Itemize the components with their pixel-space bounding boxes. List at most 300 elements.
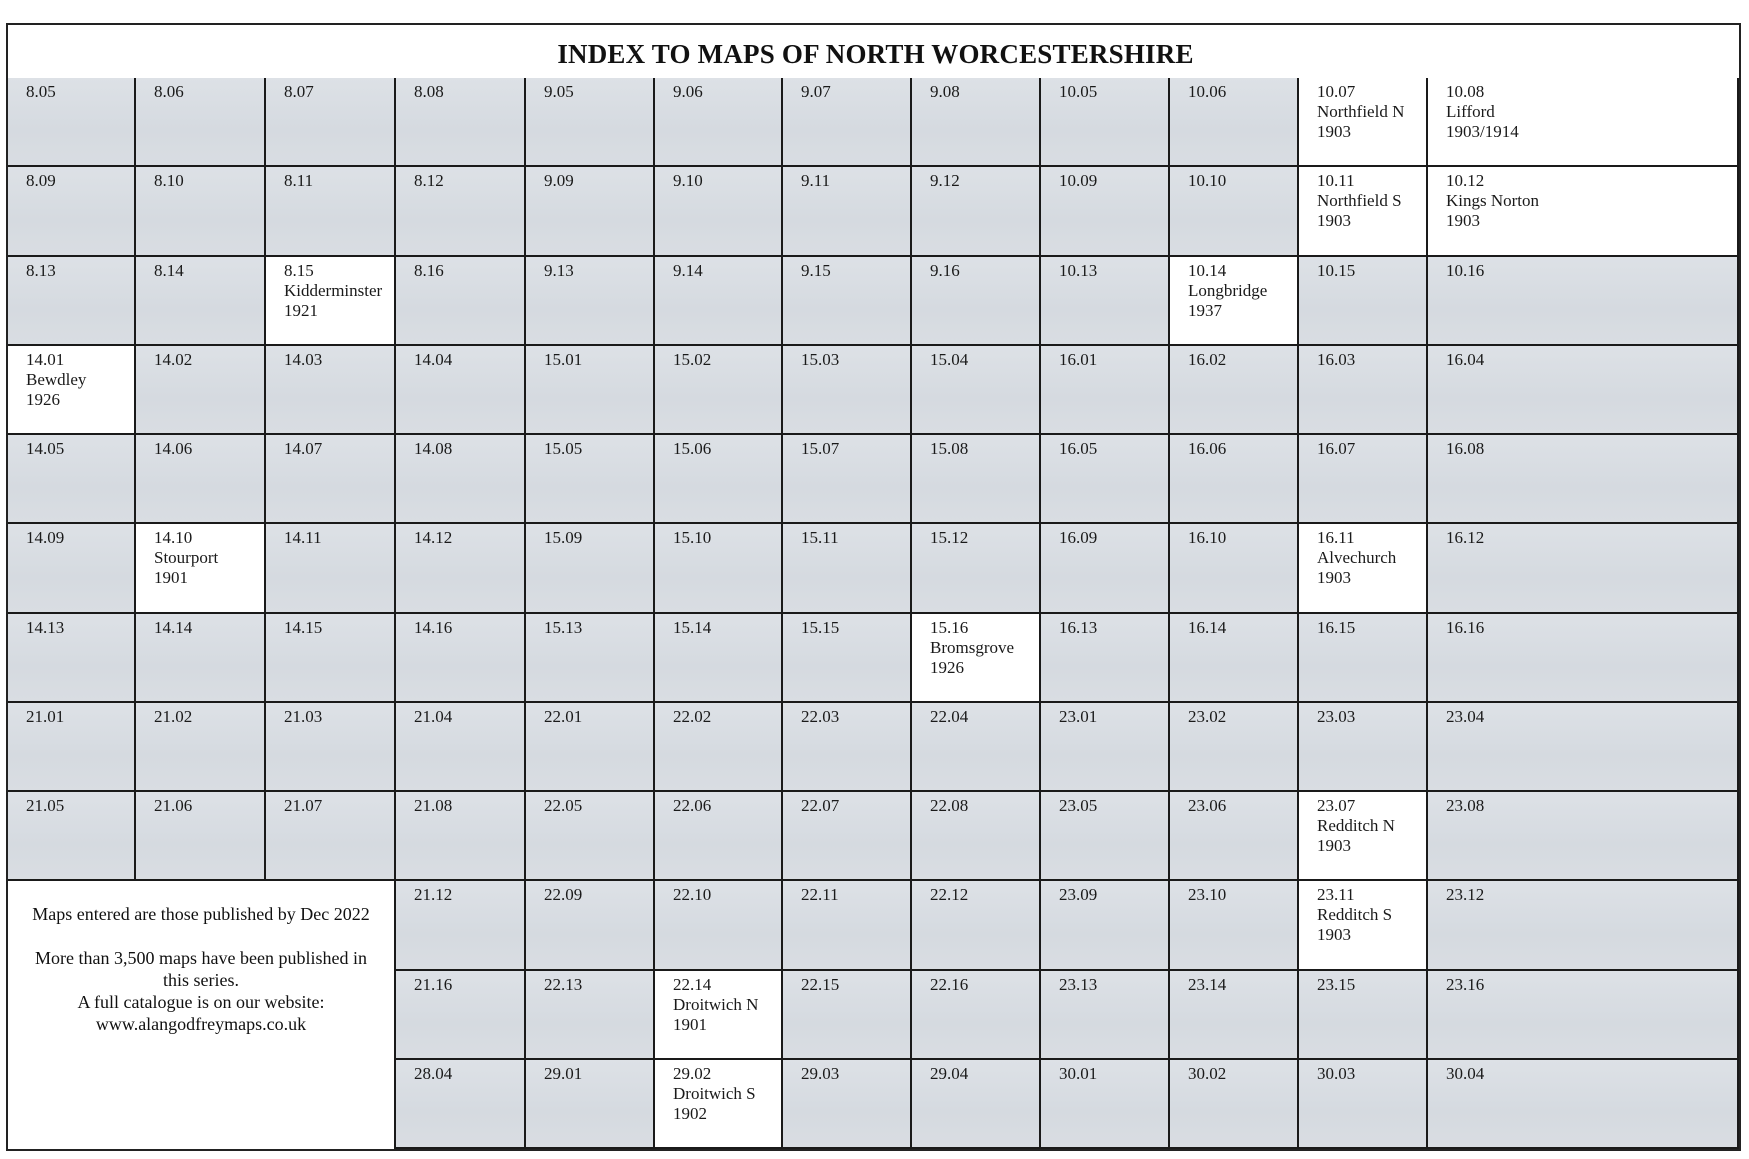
edition-year: 1921 bbox=[284, 300, 318, 320]
sheet-number: 23.16 bbox=[1446, 974, 1485, 994]
sheet-number: 29.04 bbox=[930, 1063, 969, 1083]
sheet-number: 15.10 bbox=[673, 528, 712, 548]
map-sheet-cell bbox=[1041, 614, 1170, 703]
sheet-number: 15.02 bbox=[673, 349, 712, 369]
sheet-number: 23.04 bbox=[1446, 706, 1485, 726]
map-sheet-cell bbox=[1299, 435, 1428, 524]
sheet-number: 14.10 bbox=[154, 528, 193, 548]
sheet-number: 23.03 bbox=[1317, 706, 1356, 726]
sheet-number: 15.11 bbox=[801, 528, 839, 548]
sheet-number: 15.07 bbox=[801, 439, 840, 458]
map-sheet-cell bbox=[912, 167, 1041, 256]
map-sheet-cell bbox=[526, 524, 655, 613]
sheet-number: 15.14 bbox=[673, 617, 712, 637]
map-sheet-cell bbox=[1041, 703, 1170, 792]
sheet-number: 16.09 bbox=[1059, 528, 1098, 548]
sheet-number: 22.08 bbox=[930, 796, 969, 815]
sheet-number: 28.04 bbox=[414, 1063, 453, 1083]
sheet-number: 14.08 bbox=[414, 439, 453, 458]
map-sheet-cell bbox=[1428, 792, 1739, 881]
place-name: Droitwich N bbox=[673, 994, 759, 1014]
map-sheet-cell bbox=[1041, 524, 1170, 613]
sheet-number: 21.07 bbox=[284, 796, 323, 815]
sheet-number: 23.11 bbox=[1317, 885, 1355, 905]
map-sheet-cell bbox=[1428, 703, 1739, 792]
sheet-number: 10.15 bbox=[1317, 260, 1356, 280]
map-sheet-cell bbox=[1041, 346, 1170, 435]
sheet-number: 22.11 bbox=[801, 885, 839, 905]
map-sheet-cell bbox=[655, 614, 783, 703]
map-sheet-cell bbox=[396, 971, 526, 1060]
map-sheet-cell bbox=[8, 167, 136, 256]
map-sheet-cell bbox=[526, 1060, 655, 1149]
sheet-number: 16.03 bbox=[1317, 349, 1356, 369]
map-sheet-cell bbox=[266, 792, 396, 881]
sheet-number: 22.16 bbox=[930, 974, 969, 994]
map-sheet-cell bbox=[655, 792, 783, 881]
sheet-number: 9.16 bbox=[930, 260, 960, 280]
sheet-number: 23.12 bbox=[1446, 885, 1485, 905]
sheet-number: 8.07 bbox=[284, 82, 314, 101]
sheet-number: 16.11 bbox=[1317, 528, 1355, 548]
sheet-number: 23.08 bbox=[1446, 796, 1485, 815]
map-sheet-cell bbox=[655, 524, 783, 613]
sheet-number: 9.13 bbox=[544, 260, 574, 280]
map-sheet-cell bbox=[1170, 1060, 1299, 1149]
edition-year: 1903 bbox=[1446, 211, 1480, 231]
map-sheet-cell bbox=[8, 614, 136, 703]
map-sheet-cell bbox=[655, 881, 783, 970]
map-sheet-cell bbox=[1299, 346, 1428, 435]
edition-year: 1926 bbox=[930, 657, 964, 677]
map-sheet-cell bbox=[526, 257, 655, 346]
map-sheet-cell-available bbox=[1299, 167, 1428, 256]
map-sheet-cell bbox=[266, 167, 396, 256]
sheet-number: 16.12 bbox=[1446, 528, 1485, 548]
map-sheet-cell bbox=[655, 257, 783, 346]
sheet-number: 14.01 bbox=[26, 349, 65, 369]
map-sheet-cell bbox=[783, 435, 912, 524]
sheet-number: 22.04 bbox=[930, 706, 969, 726]
sheet-number: 22.13 bbox=[544, 974, 583, 994]
sheet-number: 23.14 bbox=[1188, 974, 1227, 994]
place-name: Stourport bbox=[154, 548, 219, 568]
map-sheet-cell-available bbox=[136, 524, 266, 613]
map-sheet-cell bbox=[8, 792, 136, 881]
sheet-number: 9.06 bbox=[673, 82, 703, 101]
edition-year: 1903 bbox=[1317, 925, 1351, 945]
place-name: Bewdley bbox=[26, 369, 87, 389]
sheet-number: 10.14 bbox=[1188, 260, 1227, 280]
sheet-number: 8.12 bbox=[414, 171, 444, 191]
map-sheet-cell bbox=[266, 614, 396, 703]
sheet-number: 15.09 bbox=[544, 528, 583, 548]
sheet-number: 10.09 bbox=[1059, 171, 1098, 191]
map-sheet-cell bbox=[266, 703, 396, 792]
map-sheet-cell bbox=[783, 524, 912, 613]
map-sheet-cell-available bbox=[1299, 792, 1428, 881]
map-sheet-cell bbox=[526, 792, 655, 881]
map-sheet-cell bbox=[396, 1060, 526, 1149]
sheet-number: 23.07 bbox=[1317, 796, 1356, 815]
sheet-number: 15.03 bbox=[801, 349, 840, 369]
edition-year: 1901 bbox=[673, 1014, 707, 1034]
sheet-number: 15.08 bbox=[930, 439, 969, 458]
map-sheet-cell bbox=[912, 524, 1041, 613]
map-sheet-cell bbox=[1170, 614, 1299, 703]
sheet-number: 21.12 bbox=[414, 885, 453, 905]
map-sheet-cell bbox=[912, 1060, 1041, 1149]
sheet-number: 10.16 bbox=[1446, 260, 1485, 280]
sheet-number: 14.06 bbox=[154, 439, 193, 458]
sheet-number: 21.04 bbox=[414, 706, 453, 726]
sheet-number: 15.04 bbox=[930, 349, 969, 369]
sheet-number: 30.01 bbox=[1059, 1063, 1098, 1083]
map-sheet-cell bbox=[266, 78, 396, 167]
map-sheet-cell bbox=[396, 257, 526, 346]
sheet-number: 22.05 bbox=[544, 796, 583, 815]
sheet-number: 16.08 bbox=[1446, 439, 1485, 458]
sheet-number: 14.03 bbox=[284, 349, 323, 369]
map-sheet-cell bbox=[266, 346, 396, 435]
sheet-number: 10.11 bbox=[1317, 171, 1355, 191]
map-sheet-cell bbox=[912, 78, 1041, 167]
map-sheet-cell bbox=[912, 435, 1041, 524]
sheet-number: 10.10 bbox=[1188, 171, 1227, 191]
sheet-number: 21.05 bbox=[26, 796, 65, 815]
sheet-number: 9.14 bbox=[673, 260, 703, 280]
place-name: Redditch S bbox=[1317, 905, 1393, 925]
place-name: Droitwich S bbox=[673, 1083, 756, 1103]
edition-year: 1903 bbox=[1317, 568, 1351, 588]
sheet-number: 9.11 bbox=[801, 171, 831, 191]
map-sheet-cell-available bbox=[912, 614, 1041, 703]
sheet-number: 23.05 bbox=[1059, 796, 1098, 815]
sheet-number: 9.09 bbox=[544, 171, 574, 191]
sheet-number: 21.01 bbox=[26, 706, 65, 726]
sheet-number: 22.09 bbox=[544, 885, 583, 905]
map-sheet-cell bbox=[1428, 257, 1739, 346]
map-sheet-cell bbox=[1170, 78, 1299, 167]
sheet-number: 15.16 bbox=[930, 617, 969, 637]
map-sheet-cell bbox=[1428, 435, 1739, 524]
sheet-number: 23.06 bbox=[1188, 796, 1227, 815]
sheet-number: 8.14 bbox=[154, 260, 184, 280]
sheet-number: 10.13 bbox=[1059, 260, 1098, 280]
map-index-grid bbox=[8, 78, 1739, 1149]
sheet-number: 8.11 bbox=[284, 171, 314, 191]
sheet-number: 10.08 bbox=[1446, 82, 1485, 101]
map-sheet-cell bbox=[1041, 881, 1170, 970]
edition-year: 1903 bbox=[1317, 122, 1351, 141]
sheet-number: 15.15 bbox=[801, 617, 840, 637]
map-sheet-cell-available bbox=[1428, 167, 1739, 256]
sheet-number: 8.16 bbox=[414, 260, 444, 280]
map-sheet-cell bbox=[136, 614, 266, 703]
sheet-number: 22.01 bbox=[544, 706, 583, 726]
map-sheet-cell bbox=[912, 703, 1041, 792]
sheet-number: 8.05 bbox=[26, 82, 56, 101]
sheet-number: 14.14 bbox=[154, 617, 193, 637]
edition-year: 1901 bbox=[154, 568, 188, 588]
sheet-number: 16.06 bbox=[1188, 439, 1227, 458]
sheet-number: 29.03 bbox=[801, 1063, 840, 1083]
map-sheet-cell bbox=[1170, 346, 1299, 435]
map-sheet-cell-available bbox=[1299, 78, 1428, 167]
sheet-number: 22.02 bbox=[673, 706, 712, 726]
map-sheet-cell bbox=[783, 703, 912, 792]
sheet-number: 8.13 bbox=[26, 260, 56, 280]
sheet-number: 10.07 bbox=[1317, 82, 1356, 101]
map-sheet-cell-available bbox=[655, 971, 783, 1060]
map-sheet-cell bbox=[136, 792, 266, 881]
edition-year: 1926 bbox=[26, 389, 60, 409]
map-sheet-cell bbox=[655, 703, 783, 792]
sheet-number: 15.12 bbox=[930, 528, 969, 548]
sheet-number: 22.12 bbox=[930, 885, 969, 905]
sheet-number: 16.13 bbox=[1059, 617, 1098, 637]
map-sheet-cell bbox=[1041, 435, 1170, 524]
map-sheet-cell bbox=[1170, 524, 1299, 613]
place-name: Longbridge bbox=[1188, 280, 1268, 300]
edition-year: 1903 bbox=[1317, 836, 1351, 855]
map-sheet-cell bbox=[655, 346, 783, 435]
map-sheet-cell bbox=[1041, 1060, 1170, 1149]
map-sheet-cell-available bbox=[8, 346, 136, 435]
page-title: INDEX TO MAPS OF NORTH WORCESTERSHIRE bbox=[557, 39, 1194, 69]
map-sheet-cell bbox=[783, 614, 912, 703]
map-sheet-cell bbox=[1170, 971, 1299, 1060]
map-sheet-cell bbox=[912, 971, 1041, 1060]
sheet-number: 23.10 bbox=[1188, 885, 1227, 905]
edition-year: 1902 bbox=[673, 1103, 707, 1123]
map-sheet-cell bbox=[526, 435, 655, 524]
sheet-number: 14.13 bbox=[26, 617, 65, 637]
map-sheet-cell bbox=[266, 524, 396, 613]
map-sheet-cell bbox=[8, 524, 136, 613]
sheet-number: 22.06 bbox=[673, 796, 712, 815]
map-sheet-cell bbox=[396, 703, 526, 792]
sheet-number: 9.10 bbox=[673, 171, 703, 191]
map-sheet-cell-available bbox=[1299, 524, 1428, 613]
sheet-number: 16.04 bbox=[1446, 349, 1485, 369]
sheet-number: 14.12 bbox=[414, 528, 453, 548]
map-sheet-cell bbox=[136, 435, 266, 524]
place-name: Lifford bbox=[1446, 102, 1495, 121]
sheet-number: 8.10 bbox=[154, 171, 184, 191]
sheet-number: 22.14 bbox=[673, 974, 712, 994]
map-sheet-cell bbox=[783, 257, 912, 346]
sheet-number: 21.02 bbox=[154, 706, 193, 726]
map-sheet-cell bbox=[8, 435, 136, 524]
map-sheet-cell bbox=[1428, 614, 1739, 703]
note-published-line: Maps entered are those published by Dec 2022 bbox=[32, 904, 370, 925]
map-sheet-cell bbox=[1170, 167, 1299, 256]
map-sheet-cell bbox=[1299, 257, 1428, 346]
place-name: Kidderminster bbox=[284, 280, 383, 300]
sheet-number: 14.07 bbox=[284, 439, 323, 458]
map-sheet-cell bbox=[1170, 881, 1299, 970]
sheet-number: 10.06 bbox=[1188, 82, 1227, 101]
sheet-number: 15.05 bbox=[544, 439, 583, 458]
note-website-line: www.alangodfreymaps.co.uk bbox=[95, 1014, 307, 1035]
map-sheet-cell bbox=[655, 78, 783, 167]
sheet-number: 16.10 bbox=[1188, 528, 1227, 548]
place-name: Kings Norton bbox=[1446, 191, 1540, 211]
sheet-number: 8.15 bbox=[284, 260, 314, 280]
place-name: Northfield S bbox=[1317, 191, 1402, 211]
map-sheet-cell bbox=[136, 78, 266, 167]
sheet-number: 22.15 bbox=[801, 974, 840, 994]
map-index-sheet bbox=[6, 23, 1741, 1151]
map-sheet-cell bbox=[526, 703, 655, 792]
sheet-number: 30.03 bbox=[1317, 1063, 1356, 1083]
map-sheet-cell bbox=[1041, 792, 1170, 881]
map-sheet-cell bbox=[1299, 703, 1428, 792]
sheet-number: 9.08 bbox=[930, 82, 960, 101]
map-sheet-cell bbox=[1170, 703, 1299, 792]
map-sheet-cell bbox=[396, 435, 526, 524]
map-sheet-cell-available bbox=[655, 1060, 783, 1149]
map-sheet-cell bbox=[655, 435, 783, 524]
note-count-line: More than 3,500 maps have been published in this series. bbox=[35, 948, 367, 991]
sheet-number: 23.02 bbox=[1188, 706, 1227, 726]
map-sheet-cell bbox=[396, 792, 526, 881]
edition-year: 1937 bbox=[1188, 300, 1222, 320]
map-sheet-cell-available bbox=[266, 257, 396, 346]
sheet-number: 23.01 bbox=[1059, 706, 1098, 726]
sheet-number: 22.10 bbox=[673, 885, 712, 905]
map-sheet-cell bbox=[8, 703, 136, 792]
sheet-number: 16.07 bbox=[1317, 439, 1356, 458]
sheet-number: 9.05 bbox=[544, 82, 574, 101]
sheet-number: 21.03 bbox=[284, 706, 323, 726]
map-sheet-cell bbox=[912, 257, 1041, 346]
map-sheet-cell bbox=[783, 971, 912, 1060]
map-sheet-cell bbox=[396, 614, 526, 703]
sheet-number: 15.13 bbox=[544, 617, 583, 637]
map-sheet-cell-available bbox=[1428, 78, 1739, 167]
sheet-number: 14.15 bbox=[284, 617, 323, 637]
map-sheet-cell bbox=[526, 167, 655, 256]
sheet-number: 29.01 bbox=[544, 1063, 583, 1083]
sheet-number: 8.08 bbox=[414, 82, 444, 101]
map-sheet-cell bbox=[783, 792, 912, 881]
sheet-number: 14.16 bbox=[414, 617, 453, 637]
sheet-number: 15.06 bbox=[673, 439, 712, 458]
map-sheet-cell bbox=[655, 167, 783, 256]
map-sheet-cell bbox=[783, 78, 912, 167]
map-sheet-cell bbox=[912, 346, 1041, 435]
map-sheet-cell bbox=[396, 524, 526, 613]
map-sheet-cell bbox=[526, 78, 655, 167]
place-name: Alvechurch bbox=[1317, 548, 1397, 568]
sheet-number: 10.12 bbox=[1446, 171, 1485, 191]
sheet-number: 9.07 bbox=[801, 82, 831, 101]
map-sheet-cell bbox=[8, 257, 136, 346]
map-sheet-cell bbox=[1041, 167, 1170, 256]
map-sheet-cell bbox=[396, 346, 526, 435]
map-sheet-cell bbox=[1170, 435, 1299, 524]
sheet-number: 14.04 bbox=[414, 349, 453, 369]
sheet-number: 16.02 bbox=[1188, 349, 1227, 369]
sheet-number: 16.05 bbox=[1059, 439, 1098, 458]
map-sheet-cell bbox=[396, 881, 526, 970]
map-sheet-cell bbox=[1428, 1060, 1739, 1149]
sheet-number: 29.02 bbox=[673, 1063, 712, 1083]
sheet-number: 14.09 bbox=[26, 528, 65, 548]
sheet-number: 9.12 bbox=[930, 171, 960, 191]
map-sheet-cell bbox=[526, 614, 655, 703]
map-sheet-cell bbox=[1428, 971, 1739, 1060]
sheet-number: 9.15 bbox=[801, 260, 831, 280]
sheet-number: 15.01 bbox=[544, 349, 583, 369]
sheet-number: 30.02 bbox=[1188, 1063, 1227, 1083]
sheet-number: 21.16 bbox=[414, 974, 453, 994]
map-sheet-cell bbox=[1428, 881, 1739, 970]
sheet-number: 8.06 bbox=[154, 82, 184, 101]
map-sheet-cell bbox=[1299, 971, 1428, 1060]
map-sheet-cell bbox=[526, 881, 655, 970]
map-sheet-cell bbox=[396, 78, 526, 167]
note-catalogue-line: A full catalogue is on our website: bbox=[77, 992, 325, 1013]
map-sheet-cell bbox=[783, 881, 912, 970]
sheet-number: 23.09 bbox=[1059, 885, 1098, 905]
map-sheet-cell bbox=[912, 881, 1041, 970]
map-sheet-cell bbox=[1428, 524, 1739, 613]
map-sheet-cell bbox=[1428, 346, 1739, 435]
map-sheet-cell bbox=[1041, 78, 1170, 167]
sheet-number: 16.01 bbox=[1059, 349, 1098, 369]
sheet-number: 14.05 bbox=[26, 439, 65, 458]
map-sheet-cell bbox=[912, 792, 1041, 881]
map-sheet-cell bbox=[526, 971, 655, 1060]
sheet-number: 21.08 bbox=[414, 796, 453, 815]
sheet-number: 14.11 bbox=[284, 528, 322, 548]
edition-year: 1903 bbox=[1317, 211, 1351, 231]
map-sheet-cell-available bbox=[1170, 257, 1299, 346]
map-sheet-cell bbox=[783, 346, 912, 435]
map-sheet-cell bbox=[136, 703, 266, 792]
sheet-number: 16.16 bbox=[1446, 617, 1485, 637]
map-sheet-cell bbox=[266, 435, 396, 524]
sheet-number: 22.03 bbox=[801, 706, 840, 726]
sheet-number: 8.09 bbox=[26, 171, 56, 191]
map-sheet-cell bbox=[396, 167, 526, 256]
sheet-number: 23.15 bbox=[1317, 974, 1356, 994]
map-sheet-cell bbox=[1299, 1060, 1428, 1149]
info-note bbox=[8, 881, 396, 1149]
map-sheet-cell bbox=[1041, 971, 1170, 1060]
map-sheet-cell bbox=[526, 346, 655, 435]
sheet-number: 23.13 bbox=[1059, 974, 1098, 994]
sheet-number: 16.15 bbox=[1317, 617, 1356, 637]
map-sheet-cell bbox=[136, 167, 266, 256]
map-sheet-cell bbox=[1041, 257, 1170, 346]
map-sheet-cell-available bbox=[1299, 881, 1428, 970]
sheet-number: 16.14 bbox=[1188, 617, 1227, 637]
place-name: Bromsgrove bbox=[930, 637, 1015, 657]
map-sheet-cell bbox=[136, 257, 266, 346]
sheet-number: 21.06 bbox=[154, 796, 193, 815]
map-sheet-cell bbox=[136, 346, 266, 435]
map-sheet-cell bbox=[1299, 614, 1428, 703]
sheet-number: 22.07 bbox=[801, 796, 840, 815]
sheet-number: 10.05 bbox=[1059, 82, 1098, 101]
edition-year: 1903/1914 bbox=[1446, 122, 1519, 141]
place-name: Redditch N bbox=[1317, 816, 1395, 835]
map-sheet-cell bbox=[783, 167, 912, 256]
